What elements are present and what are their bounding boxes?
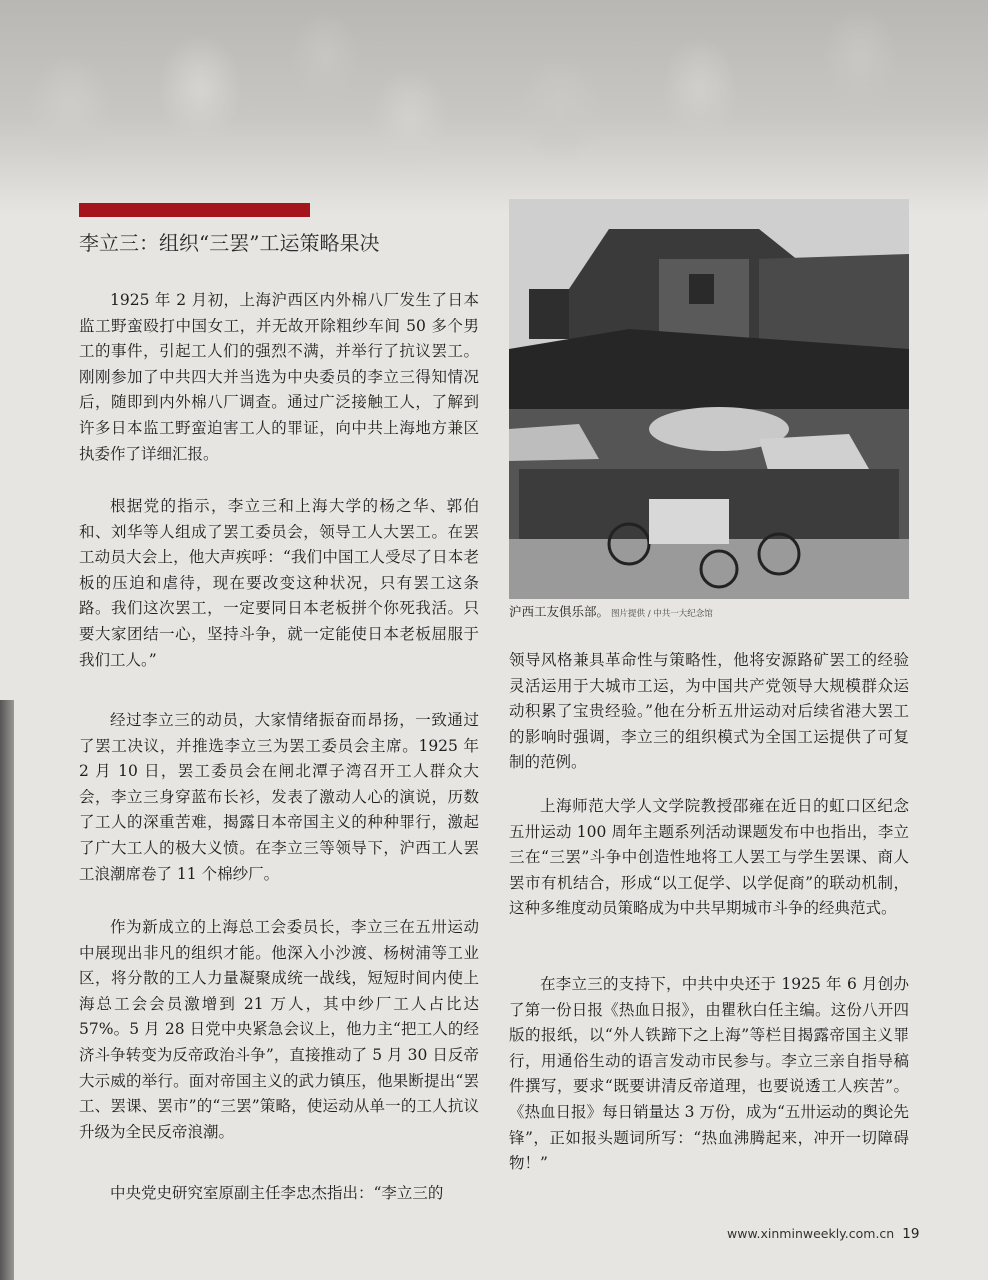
historic-street-photo bbox=[509, 199, 909, 599]
left-paragraph-1: 1925 年 2 月初，上海沪西区内外棉八厂发生了日本监工野蛮殴打中国女工，并无故开除粗纱车间 50 多个男工的事件，引起工人们的强烈不满，并举行了抗议罢工。刚刚参加了中共四大并当选为中央委员的李立三得知情况后，随即到内外棉八厂调查。通过广泛接触工人，了解到许多日本监工野蛮迫害工人的罪证，向中共上海地方兼区执委作了详细汇报。 bbox=[79, 291, 479, 463]
page-footer bbox=[727, 1226, 919, 1242]
left-edge-photo-strip bbox=[0, 700, 14, 1280]
left-paragraph-2: 根据党的指示，李立三和上海大学的杨之华、郭伯和、刘华等人组成了罢工委员会，领导工人大罢工。在罢工动员大会上，他大声疾呼：“我们中国工人受尽了日本老板的压迫和虐待，现在要改变这种状况，只有罢工这条路。我们这次罢工，一定要同日本老板拼个你死我活。只要大家团结一心，坚持斗争，就一定能使日本老板屈服于我们工人。” bbox=[79, 497, 479, 669]
left-paragraph-4: 作为新成立的上海总工会委员长，李立三在五卅运动中展现出非凡的组织才能。他深入小沙渡、杨树浦等工业区，将分散的工人力量凝聚成统一战线，短短时间内使上海总工会会员激增到 21 万人，其中纱厂工人占比达 57%。5 月 28 日党中央紧急会议上，他力主“把工人的经济斗争转变为反帝政治斗争”，直接推动了 5 月 30 日反帝大示威的举行。面对帝国主义的武力镇压，他果断提出“罢工、罢课、罢市”的“三罢”策略，使运动从单一的工人抗议升级为全民反帝浪潮。 bbox=[79, 918, 479, 1141]
photo-caption bbox=[509, 604, 713, 622]
photo-credit: 图片提供 / 中共一大纪念馆 bbox=[611, 609, 713, 619]
header-relief-sculpture-image bbox=[0, 0, 988, 215]
section-heading: 李立三：组织“三罢”工运策略果决 bbox=[79, 231, 380, 255]
section-accent-bar bbox=[79, 203, 310, 217]
footer-website: www.xinminweekly.com.cn bbox=[727, 1226, 895, 1241]
left-paragraph-5: 中央党史研究室原副主任李忠杰指出：“李立三的 bbox=[110, 1184, 444, 1202]
right-paragraph-3: 在李立三的支持下，中共中央还于 1925 年 6 月创办了第一份日报《热血日报》，由瞿秋白任主编。这份八开四版的报纸，以“外人铁蹄下之上海”等栏目揭露帝国主义罪行，用通俗生动的语言发动市民参与。李立三亲自指导稿件撰写，要求“既要讲清反帝道理，也要说透工人疾苦”。《热血日报》每日销量达 3 万份，成为“五卅运动的舆论先锋”，正如报头题词所写：“热血沸腾起来，冲开一切障碍物！” bbox=[509, 975, 909, 1173]
right-paragraph-1: 领导风格兼具革命性与策略性，他将安源路矿罢工的经验灵活运用于大城市工运，为中国共产党领导大规模群众运动积累了宝贵经验。”他在分析五卅运动对后续省港大罢工的影响时强调，李立三的组织模式为全国工运提供了可复制的范例。 bbox=[509, 651, 909, 772]
right-paragraph-2: 上海师范大学人文学院教授邵雍在近日的虹口区纪念五卅运动 100 周年主题系列活动课题发布中也指出，李立三在“三罢”斗争中创造性地将工人罢工与学生罢课、商人罢市有机结合，形成“以工促学、以学促商”的联动机制，这种多维度动员策略成为中共早期城市斗争的经典范式。 bbox=[509, 797, 909, 918]
page-number: 19 bbox=[902, 1226, 920, 1242]
photo-caption-text: 沪西工友俱乐部。 bbox=[509, 604, 610, 619]
left-paragraph-3: 经过李立三的动员，大家情绪振奋而昂扬，一致通过了罢工决议，并推选李立三为罢工委员会主席。1925 年 2 月 10 日，罢工委员会在闸北潭子湾召开工人群众大会，李立三身穿蓝布长衫，发表了激动人心的演说，历数了工人的深重苦难，揭露日本帝国主义的种种罪行，激起了广大工人的极大义愤。在李立三等领导下，沪西工人罢工浪潮席卷了 11 个棉纱厂。 bbox=[79, 711, 479, 883]
